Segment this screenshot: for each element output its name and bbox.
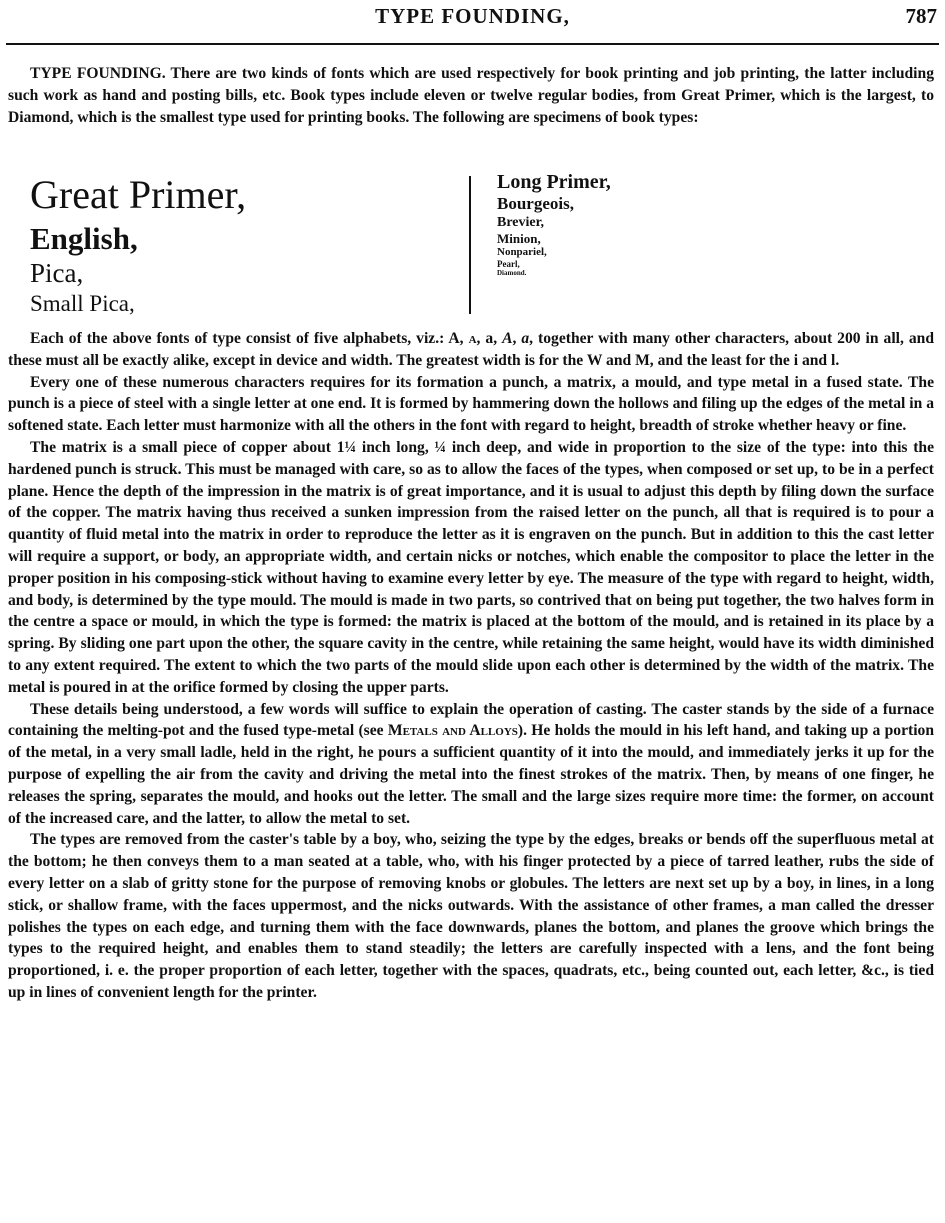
casting-paragraph [8,699,934,830]
type-specimen-block [0,170,945,320]
specimen-nonpariel: Nonpariel, [497,246,547,258]
italic-lower-alphabet: a [521,330,530,347]
alphabets-text-3: , [512,330,522,347]
specimen-small-sizes [497,170,611,278]
alphabets-paragraph [8,328,934,372]
specimen-pica: Pica, [30,258,84,288]
italic-caps-alphabet: A [502,330,513,347]
casting-text-1: These details being understood, a few words will suffice to explain the operation of casting. The caster stands by the side of a furnace containing the melting-pot and the fused type-metal (see [8,700,934,740]
specimen-english: English, [30,221,138,256]
alphabets-text-4: , together with many other characters, about 200 in all, and these must all be exactly alike, except in device and width. The greatest width is for the W and M, and the least for the i and l. [8,330,935,369]
article-body [8,328,934,1004]
specimen-minion: Minion, [497,231,541,246]
specimen-great-primer: Great Primer, [30,172,247,217]
finishing-paragraph: The types are removed from the caster's table by a boy, who, seizing the type by the edges, breaks or bends off the superfluous metal at the bottom; he then conveys them to a man seated at a table, who, with his finger protected by a piece of tarred leather, rubs the side of every letter on a slab of gritty stone for the purpose of removing knobs or globules. The letters are next set up by a boy, in lines, in a long stick, or shallow frame, with the faces uppermost, and the nicks outwards. With the assistance of other frames, a man called the dresser polishes the types on each edge, and turning them with the face downwards, planes the bottom, and planes the groove which brings the types to the required height, and enables them to stand steadily; the letters are carefully inspected with a lens, and the font being proportioned, i. e. the proper proportion of each letter, together with the spaces, quadrats, etc., being counted out, each letter, &c., is tied up in lines of convenient length for the printer. [8,831,934,1001]
specimen-small-pica: Small Pica, [30,291,135,316]
specimen-bourgeois: Bourgeois, [497,194,574,213]
alphabets-text-2: , a, [476,330,503,347]
running-title: TYPE FOUNDING, [375,4,570,28]
specimen-pearl: Pearl, [497,259,520,269]
casting-text-2: ). He holds the mould in his left hand, and taking up a portion of the metal, in a very small ladle, held in the right, he pours a sufficient quantity of it into the mould, and immediately jerks it up for the purpose of expelling the air from the cavity and driving the metal into the finest strokes of the matrix. Then, by means of one finger, he releases the spring, separates the mould, and hooks out the letter. The small and the large sizes require more time: the former, on account of the increased care, and the latter, to allow the metal to set. [8,722,935,827]
alphabets-text-1: Each of the above fonts of type consist of five alphabets, viz.: A, [30,330,469,347]
page-number: 787 [905,4,937,28]
punch-paragraph: Every one of these numerous characters requires for its formation a punch, a matrix, a mould, and type metal in a fused state. The punch is a piece of steel with a single letter at one end. It is formed by hammering down the hollows and filing up the edges of the metal in a softened state. Each letter must harmonize with all the others in the font with regard to height, breadth of stroke whether heavy or fine. [8,373,934,435]
specimen-diamond: Diamond. [497,269,527,277]
specimen-long-primer: Long Primer, [497,171,611,193]
specimen-large-sizes [30,170,246,318]
intro-paragraph [8,63,934,128]
cross-reference-link[interactable]: Metals and Alloys [387,722,518,740]
intro-text: TYPE FOUNDING. There are two kinds of fonts which are used respectively for book printing and job printing, the latter including such work as hand and posting bills, etc. Book types include eleven or twelve regular bodies, from Great Primer, which is the largest, to Diamond, which is the smallest type used for printing books. The following are specimens of book types: [8,65,934,126]
small-caps-alphabet: a [468,330,477,347]
specimen-divider [469,176,471,314]
specimen-brevier: Brevier, [497,215,545,230]
header-rule [6,43,939,45]
matrix-paragraph: The matrix is a small piece of copper about 1¼ inch long, ¼ inch deep, and wide in proportion to the size of the type: into this the hardened punch is struck. This must be managed with care, so as to allow the faces of the types, when composed or set up, to be in a perfect plane. Hence the depth of the impression in the matrix is of great importance, and it is usual to adjust this depth by filing down the surface of the copper. The matrix having thus received a sunken impression from the raised letter on the punch, all that is required is to pour a quantity of fluid metal into the matrix in order to reproduce the letter as it is engraven on the punch. But in addition to this the cast letter will require a support, or body, an appropriate width, and certain nicks or notches, which enable the compositor to place the letter in the proper position in his composing-stick without having to examine every letter by eye. The measure of the type with regard to height, width, and body, is determined by the type mould. The mould is made in two parts, so contrived that on being put together, the two halves form in the centre a space or mould, in which the type is formed: the matrix is placed at the bottom of the mould, and is retained in its place by a spring. By sliding one part upon the other, the square cavity in the centre, while retaining the same height, would have its width diminished to any extent required. The extent to which the two parts of the mould slide upon each other is determined by the width of the matrix. The metal is poured in at the orifice formed by closing the upper parts. [8,438,934,696]
